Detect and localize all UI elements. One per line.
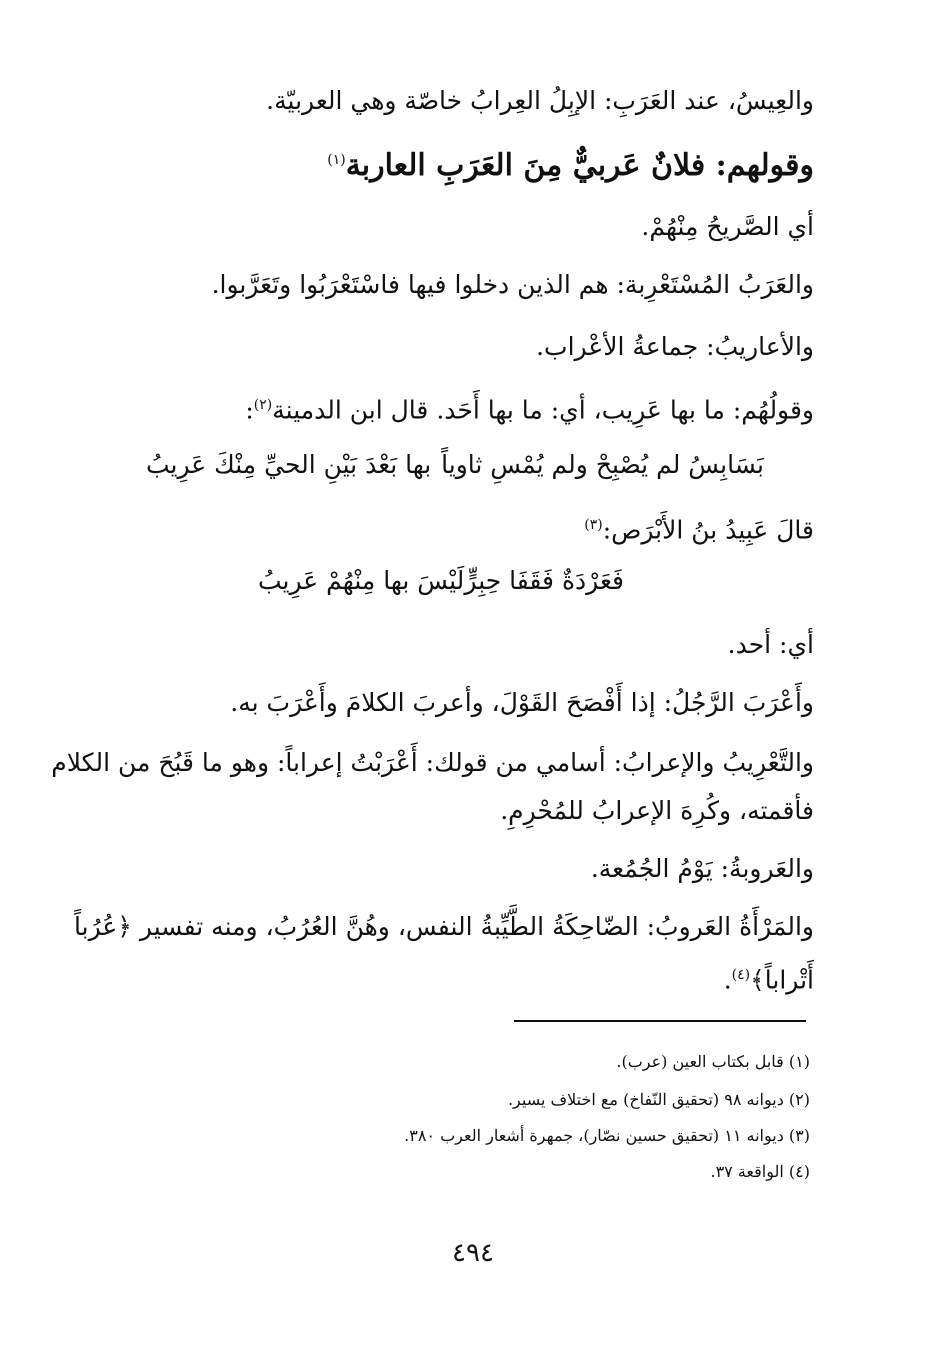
line-text: والأعاريبُ: جماعةُ الأعْراب.: [536, 332, 814, 361]
text-line: [114, 956, 814, 999]
line-punct: :: [245, 395, 254, 425]
footnote-ref: (١): [327, 152, 346, 168]
footnote: (٤) الواقعة ٣٧.: [710, 1162, 810, 1181]
line-text: والعَروبةُ: يَوْمُ الجُمُعة.: [590, 854, 814, 883]
text-line: [114, 82, 814, 120]
line-text: أي: أحد.: [727, 630, 814, 659]
entry-heading: [114, 138, 814, 188]
footnote: (١) قابل بكتاب العين (عرب).: [616, 1052, 810, 1071]
text-line: [114, 684, 814, 722]
text-line: [114, 626, 814, 664]
footnote-ref: (٣): [584, 517, 603, 533]
text-line: [114, 328, 814, 366]
line-text: وقولُهُم: ما بها عَرِيب، أي: ما بها أَحَد. قال ابن الدمينة: [272, 395, 814, 425]
page-number: ٤٩٤: [452, 1238, 494, 1268]
footnote-ref: (٢): [253, 397, 273, 413]
text-line: [114, 266, 814, 304]
text-line: [114, 506, 814, 549]
verse-hemistich-left: بها بَعْدَ بَيْنِ الحيِّ مِنْكَ عَرِيبُ: [146, 450, 432, 479]
verse-hemistich-right: فَعَرْدَةٌ فَقَفَا حِبِرٍّ: [464, 566, 624, 595]
line-text: وأَعْرَبَ الرَّجُلُ: إذا أَفْصَحَ القَوْلَ، وأعربَ الكلامَ وأَعْرَبَ به.: [230, 688, 814, 717]
footnote: (٢) ديوانه ٩٨ (تحقيق النّفاخ) مع اختلاف يسير.: [507, 1090, 810, 1109]
line-text: والعَرَبُ المُسْتَعْرِبة: هم الذين دخلوا فيها فاسْتَعْرَبُوا وتَعَرَّبوا.: [211, 270, 814, 299]
verse-hemistich-right: بَسَابِسُ لم يُصْبِحْ ولم يُمْسِ ثاوياً: [441, 450, 764, 479]
line-text: أي الصَّريحُ مِنْهُمْ.: [641, 212, 814, 241]
line-punct: .: [723, 965, 732, 995]
line-text: قالَ عَبِيدُ بنُ الأَبْرَص:: [602, 515, 814, 545]
line-text: أَتْراباً﴾: [750, 965, 814, 995]
text-line: والتَّعْرِيبُ والإعرابُ: أسامي من قولك: أَعْرَبْتُ إعراباً: وهو ما قَبُحَ من الكلام: [51, 748, 814, 777]
text-line: [114, 208, 814, 246]
heading-text: وقولهم: فلانٌ عَربيٌّ مِنَ العَرَبِ العاربة: [345, 148, 814, 183]
text-line: [114, 792, 814, 830]
footnote-ref: (٤): [731, 967, 751, 983]
line-text: فأقمته، وكُرِهَ الإعرابُ للمُحْرِمِ.: [500, 796, 814, 825]
text-line: والمَرْأَةُ العَروبُ: الضّاحِكَةُ الطَّيِّبةُ النفس، وهُنَّ العُرُبُ، ومنه تفسير ﴿عُرُباً: [74, 912, 814, 941]
footnote-separator: [514, 1020, 806, 1022]
text-line: [114, 386, 814, 429]
text-line: [114, 850, 814, 888]
verse-hemistich-left: لَيْسَ بها مِنْهُمْ عَرِيبُ: [258, 566, 465, 595]
line-text: والعِيسُ، عند العَرَبِ: الإبِلُ العِرابُ خاصّة وهي العربيّة.: [266, 86, 814, 115]
footnote: (٣) ديوانه ١١ (تحقيق حسين نصّار)، جمهرة أشعار العرب ٣٨٠.: [404, 1126, 810, 1145]
